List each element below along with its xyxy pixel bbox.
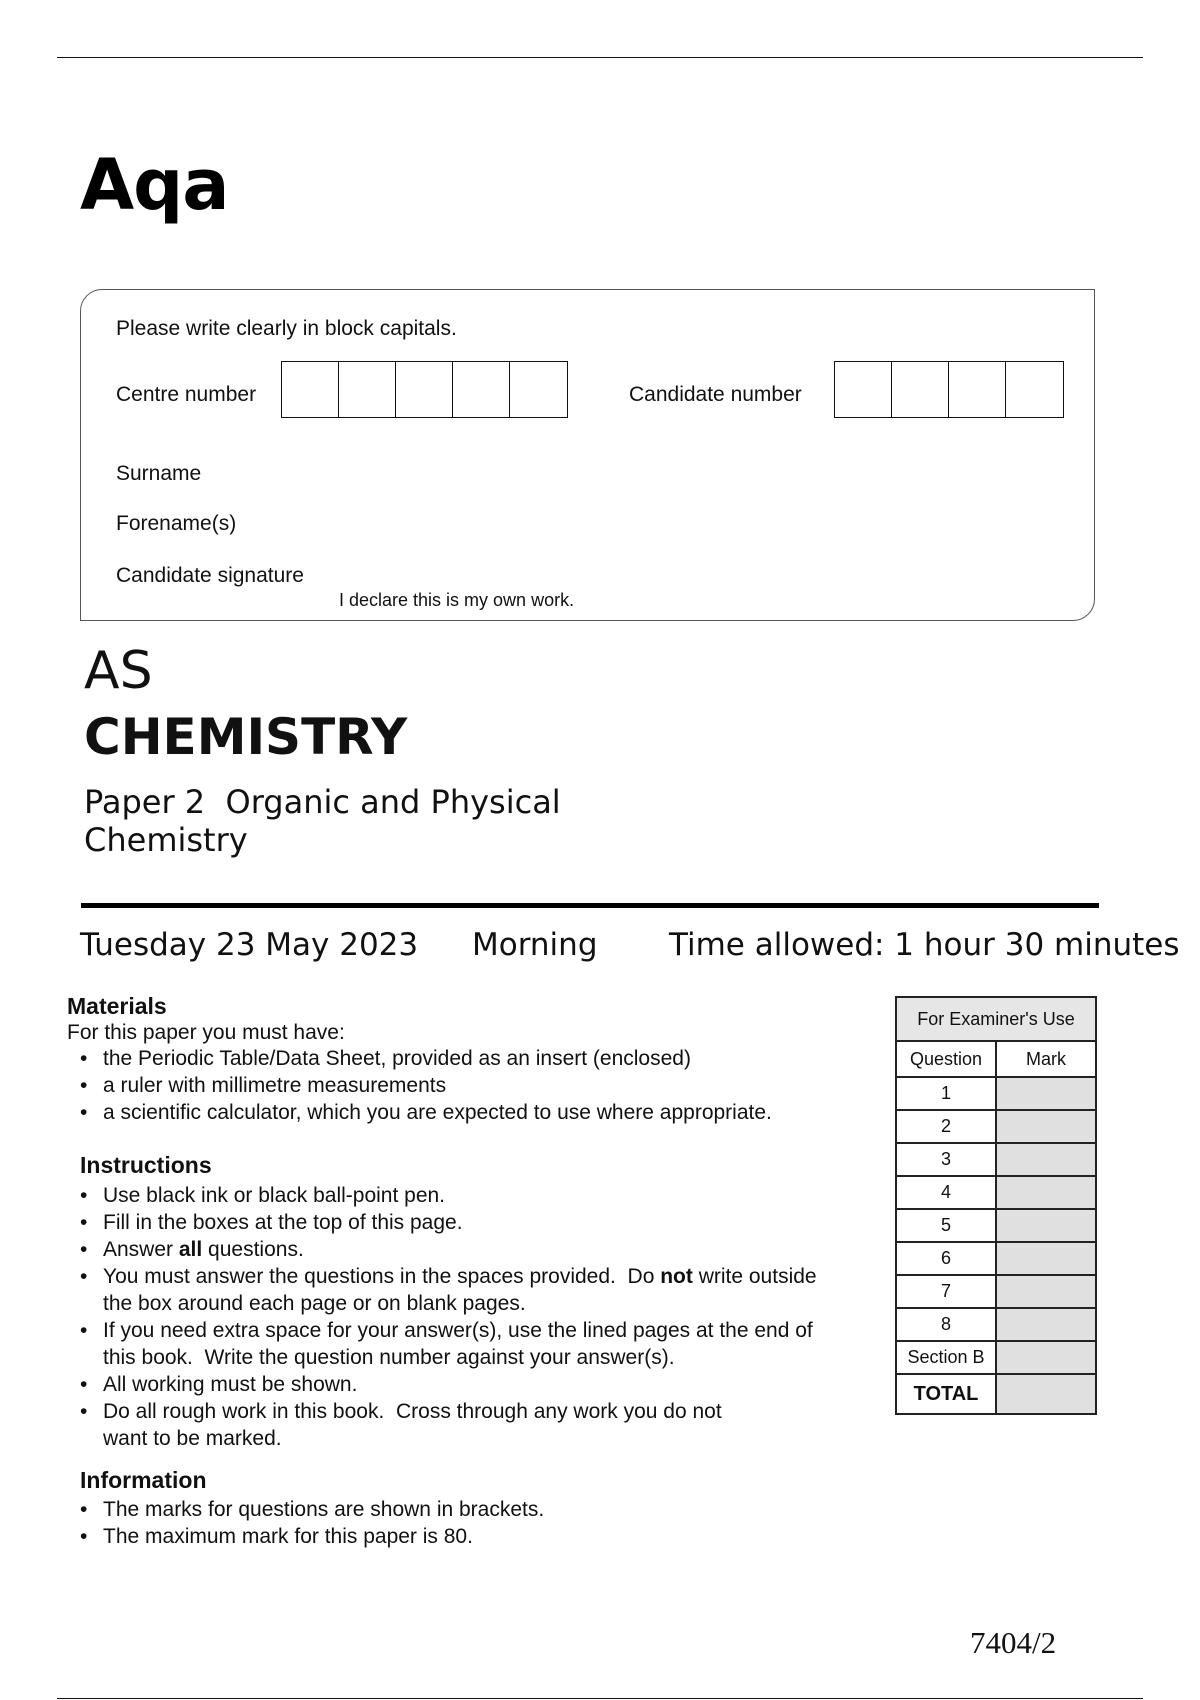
- mark-cell: [996, 1275, 1096, 1308]
- information-heading: Information: [80, 1467, 207, 1493]
- list-item: [80, 1371, 817, 1398]
- question-number: 3: [896, 1143, 996, 1176]
- bottom-rule: [57, 1698, 1143, 1699]
- candidate-number-digit-box[interactable]: [892, 362, 949, 417]
- candidate-number-field[interactable]: [834, 361, 1064, 418]
- list-item-text: questions.: [202, 1238, 304, 1261]
- list-item-text: this book. Write the question number against your answer(s).: [103, 1346, 675, 1369]
- list-item: • The maximum mark for this paper is 80.: [80, 1523, 544, 1550]
- top-rule: [57, 57, 1143, 58]
- list-item-text: write outside: [692, 1265, 817, 1288]
- list-item: [80, 1398, 817, 1452]
- forenames-label: Forename(s): [116, 512, 237, 535]
- exam-session: Morning: [472, 927, 598, 963]
- instructions-list: [80, 1182, 817, 1452]
- candidate-number-label: Candidate number: [629, 383, 802, 406]
- paper-code: 7404/2: [970, 1625, 1057, 1660]
- mark-cell: [996, 1077, 1096, 1110]
- emphasis-all: all: [178, 1238, 203, 1261]
- question-number: 8: [896, 1308, 996, 1341]
- total-label: TOTAL: [896, 1374, 996, 1414]
- subject-name: CHEMISTRY: [84, 708, 408, 766]
- list-item: [80, 1236, 817, 1263]
- materials-heading: Materials: [67, 993, 167, 1019]
- paper-title-line2: Chemistry: [84, 821, 248, 859]
- list-item: • The marks for questions are shown in brackets.: [80, 1496, 544, 1523]
- candidate-number-digit-box[interactable]: [1006, 362, 1063, 417]
- candidate-details-box: [80, 289, 1095, 621]
- block-capitals-instruction: Please write clearly in block capitals.: [116, 317, 457, 340]
- list-item-text: Do all rough work in this book. Cross through any work you do not: [103, 1400, 722, 1423]
- list-item: • a scientific calculator, which you are expected to use where appropriate.: [80, 1099, 772, 1126]
- time-allowed: Time allowed: 1 hour 30 minutes: [669, 927, 1180, 963]
- mark-cell: [996, 1110, 1096, 1143]
- mark-cell: [996, 1341, 1096, 1374]
- materials-list: [80, 1045, 772, 1126]
- centre-number-digit-box[interactable]: [510, 362, 567, 417]
- list-item-text: the box around each page or on blank pages.: [103, 1292, 526, 1315]
- list-item: [80, 1209, 817, 1236]
- centre-number-label: Centre number: [116, 383, 257, 406]
- examiner-use-table: [895, 996, 1097, 1415]
- mark-cell: [996, 1308, 1096, 1341]
- centre-number-field[interactable]: [281, 361, 568, 418]
- materials-intro: For this paper you must have:: [67, 1021, 345, 1044]
- information-list: [80, 1496, 544, 1550]
- mark-cell: [996, 1242, 1096, 1275]
- paper-title-line1: Paper 2 Organic and Physical: [84, 783, 561, 821]
- list-item-text: Fill in the boxes at the top of this page.: [103, 1211, 463, 1234]
- question-number: 6: [896, 1242, 996, 1275]
- surname-label: Surname: [116, 462, 202, 485]
- question-number: 5: [896, 1209, 996, 1242]
- question-number: 4: [896, 1176, 996, 1209]
- list-item-text: want to be marked.: [103, 1427, 282, 1450]
- list-item-text: Answer: [103, 1238, 179, 1261]
- list-item: [80, 1317, 817, 1371]
- question-number: 7: [896, 1275, 996, 1308]
- list-item-text: Use black ink or black ball-point pen.: [103, 1184, 446, 1207]
- title-divider: [81, 903, 1099, 908]
- list-item: [80, 1182, 817, 1209]
- subject-level: AS: [84, 641, 153, 701]
- declaration-text: I declare this is my own work.: [339, 590, 575, 610]
- list-item: • a ruler with millimetre measurements: [80, 1072, 772, 1099]
- emphasis-not: not: [660, 1265, 693, 1288]
- list-item-text: All working must be shown.: [103, 1373, 358, 1396]
- examiner-table-title: For Examiner's Use: [896, 997, 1096, 1041]
- candidate-number-digit-box[interactable]: [835, 362, 892, 417]
- column-header-question: Question: [896, 1041, 996, 1077]
- column-header-mark: Mark: [996, 1041, 1096, 1077]
- list-item: [80, 1263, 817, 1317]
- candidate-signature-label: Candidate signature: [116, 564, 304, 587]
- total-mark-cell: [996, 1374, 1096, 1414]
- aqa-logo: Aqa: [80, 144, 229, 226]
- question-number: 2: [896, 1110, 996, 1143]
- list-item-text: If you need extra space for your answer(s), use the lined pages at the end of: [103, 1319, 813, 1342]
- centre-number-digit-box[interactable]: [453, 362, 510, 417]
- centre-number-digit-box[interactable]: [339, 362, 396, 417]
- exam-date: Tuesday 23 May 2023: [80, 927, 419, 963]
- question-number: 1: [896, 1077, 996, 1110]
- instructions-heading: Instructions: [80, 1152, 212, 1178]
- mark-cell: [996, 1143, 1096, 1176]
- list-item-text: You must answer the questions in the spaces provided. Do: [103, 1265, 661, 1288]
- candidate-number-digit-box[interactable]: [949, 362, 1006, 417]
- list-item: • the Periodic Table/Data Sheet, provided as an insert (enclosed): [80, 1045, 772, 1072]
- centre-number-digit-box[interactable]: [396, 362, 453, 417]
- mark-cell: [996, 1209, 1096, 1242]
- centre-number-digit-box[interactable]: [282, 362, 339, 417]
- section-b-label: Section B: [896, 1341, 996, 1374]
- mark-cell: [996, 1176, 1096, 1209]
